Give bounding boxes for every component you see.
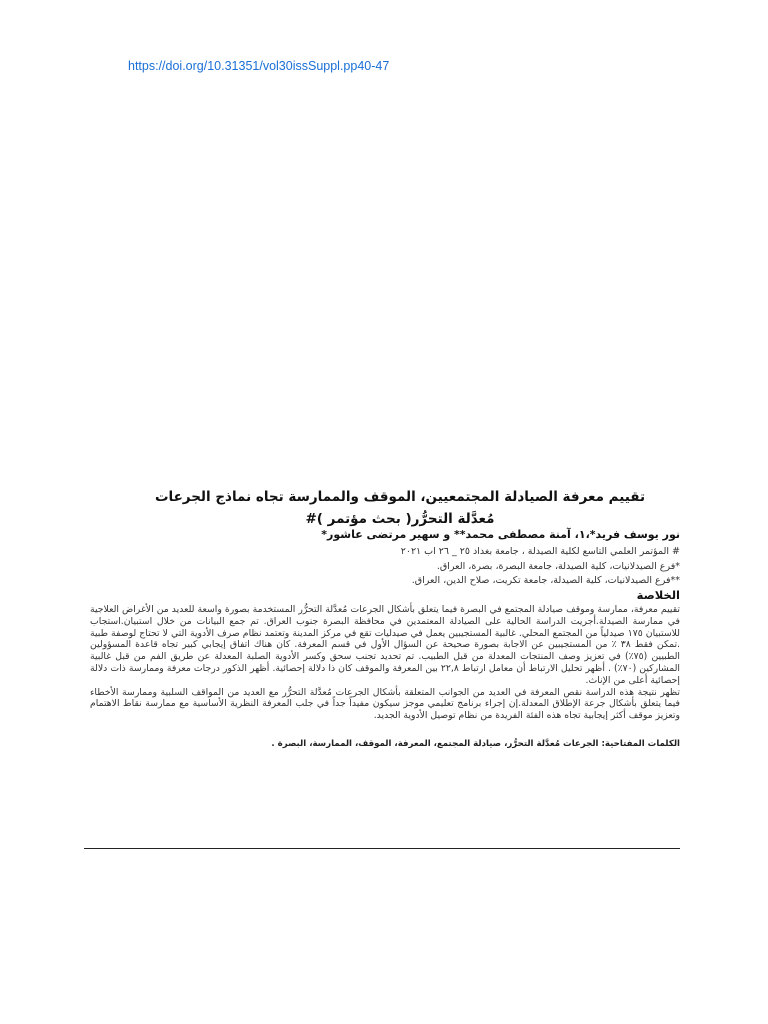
article-title: [120, 486, 680, 530]
keywords: الكلمات المفتاحية: الجرعات مُعدَّلة التحرُّر، صيادلة المجتمع، المعرفة، الموقف، الممارسة، البصرة .: [271, 739, 680, 749]
affiliation-1: *فرع الصيدلانيات، كلية الصيدلة، جامعة البصرة، بصرة، العراق.: [436, 560, 680, 572]
abstract-body: [90, 604, 680, 722]
title-line-2: مُعدَّلة التحرُّر( بحث مؤتمر )#: [305, 511, 495, 527]
abstract-paragraph-2: تظهر نتيجة هذه الدراسة نقص المعرفة في العديد من الجوانب المتعلقة بأشكال الجرعات مُعدَّلة التحرُّر مع العديد من المواقف السلبية وممارسة الأخطاء فيما يتعلق بأشكال جرعة الإطلاق المعدلة.إن إجراء برنامج تعليمي موجز سيكون مفيداً جداً في جلب المعرفة النظرية الأساسية مع ممارسة نقاط الاهتمام وتعزيز موقف أكثر إيجابية تجاه هذه الفئة الفريدة من نظام توصيل الأدوية الجديد.: [90, 686, 680, 722]
author-list: نور يوسف فريد*،١، آمنة مصطفى محمد** و سهير مرتضى عاشور*: [321, 528, 680, 541]
abstract-paragraph-1: تقييم معرفة، ممارسة وموقف صيادلة المجتمع في البصرة فيما يتعلق بأشكال الجرعات مُعدَّلة التحرُّر المستخدمة بصورة واسعة للعديد من الأغراض العلاجية في ممارسة الصيدلة.أجريت الدراسة الحالية على الصيادلة المعتمدين في محافظة البصرة جنوب العراق. تم جمع البيانات من خلال استبيان.استجاب للاستبيان ١٧٥ صيدلياً من المجتمع المحلي. غالبية المستجيبين يعمل في صيدليات تقع في مركز المدينة وتعتمد نظام صرف الأدوية التي لا تحتاج لوصفة طبية .تمكن فقط ٣٨ ٪ من المستجيبين عن الاجابة بصورة صحيحة عن السؤال الأول في قسم المعرفة. كان هناك اتفاق إيجابي كبير تجاه قاعدة المسؤولين الطبيين (٧٥٪) في تعزيز وصف المنتجات المعدلة من قبل الطبيب. تم تحديد تجنب سحق وكسر الأدوية الصلبة المعدلة عن طريق الفم من قبل غالبية المشاركين (٧٠٪) . أظهر تحليل الارتباط أن معامل ارتباط ٢٢,٨ بين المعرفة والموقف كان ذا دلالة إحصائية. أظهر الذكور درجات معرفة وممارسة ذات دلالة إحصائية أعلى من الإناث.: [90, 604, 681, 686]
affiliation-2: **فرع الصيدلانيات، كلية الصيدلة، جامعة تكريت، صلاح الدين، العراق.: [411, 575, 680, 586]
doi-link[interactable]: https://doi.org/10.31351/vol30issSuppl.pp40-47: [128, 59, 390, 73]
footer-divider: [84, 848, 680, 849]
abstract-heading: الخلاصة: [636, 588, 680, 602]
affiliations: [90, 545, 698, 589]
title-line-1: تقييم معرفة الصيادلة المجتمعيين، الموقف والممارسة تجاه نماذج الجرعات: [154, 489, 646, 505]
conference-note: # المؤتمر العلمي التاسع لكلية الصيدلة ، جامعة بغداد ٢٥ _ ٢٦ اب ٢٠٢١: [400, 546, 680, 557]
